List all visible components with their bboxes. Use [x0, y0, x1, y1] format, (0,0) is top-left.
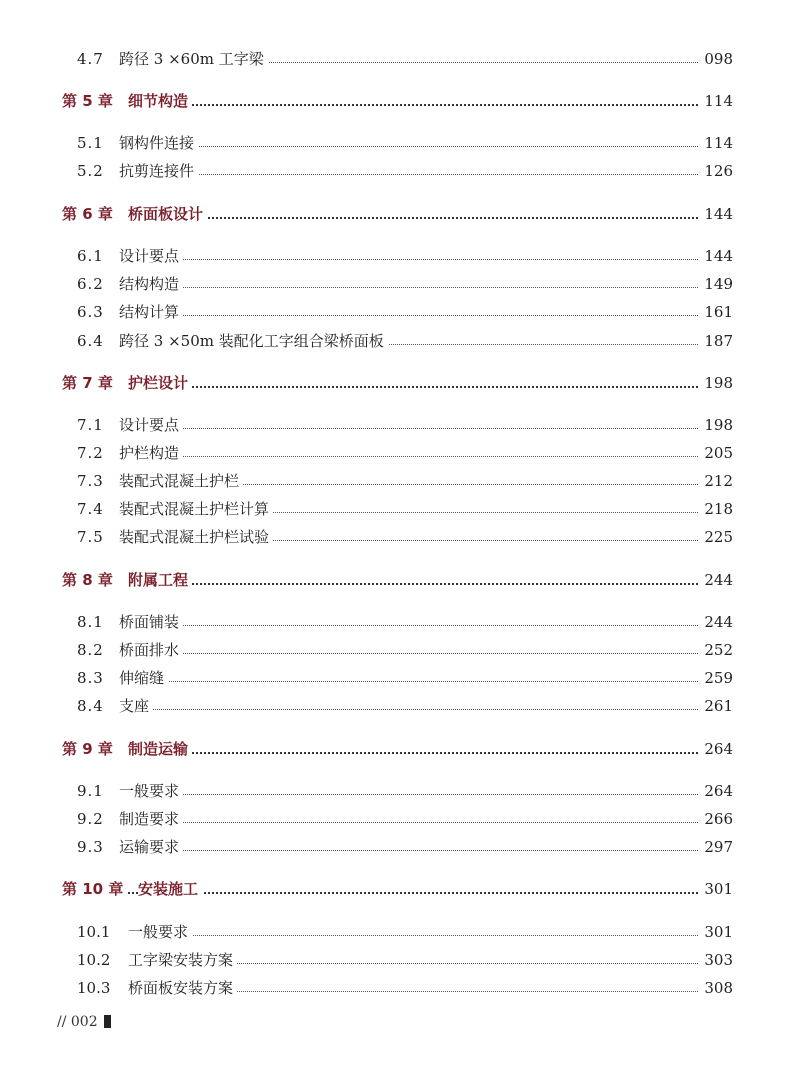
page-ref: 264	[698, 737, 733, 761]
dot-leader	[128, 217, 698, 219]
toc-section-row[interactable]	[0, 244, 790, 268]
page-ref: 259	[698, 666, 733, 690]
dot-leader	[119, 259, 698, 260]
dot-leader	[119, 822, 698, 823]
page-ref: 266	[698, 807, 733, 831]
section-number: 6.3	[77, 303, 104, 321]
chapter-title: 桥面板设计	[128, 202, 207, 226]
toc-chapter-row[interactable]	[0, 202, 790, 226]
chapter-number: 第 8 章	[62, 571, 113, 589]
section-number: 4.7	[77, 50, 104, 68]
page-ref: 244	[698, 568, 733, 592]
page-ref: 126	[698, 159, 733, 183]
section-title: 结构计算	[119, 300, 183, 324]
section-number: 7.5	[77, 528, 104, 546]
toc-section-row[interactable]	[0, 835, 790, 859]
section-title: 设计要点	[119, 413, 183, 437]
chapter-title: 安装施工	[138, 877, 202, 901]
section-title: 一般要求	[128, 920, 192, 944]
toc-chapter-row[interactable]	[0, 89, 790, 113]
section-number: 9.2	[77, 810, 104, 828]
dot-leader	[119, 146, 698, 147]
page-footer	[57, 1014, 111, 1030]
dot-leader	[119, 709, 698, 710]
toc-section-row[interactable]	[0, 329, 790, 353]
page-ref: 264	[698, 779, 733, 803]
section-number: 9.3	[77, 838, 104, 856]
page-ref: 244	[698, 610, 733, 634]
section-title: 结构构造	[119, 272, 183, 296]
page-ref: 144	[698, 202, 733, 226]
dot-leader	[128, 892, 698, 894]
section-title: 支座	[119, 694, 153, 718]
toc-section-row[interactable]	[0, 469, 790, 493]
chapter-number: 第 7 章	[62, 374, 113, 392]
section-title: 跨径 3 ×60m 工字梁	[119, 47, 268, 71]
dot-leader	[128, 386, 698, 388]
dot-leader	[128, 104, 698, 106]
section-title: 制造要求	[119, 807, 183, 831]
section-title: 跨径 3 ×50m 装配化工字组合梁桥面板	[119, 329, 388, 353]
section-title: 一般要求	[119, 779, 183, 803]
section-number: 8.2	[77, 641, 104, 659]
toc-section-row[interactable]	[0, 159, 790, 183]
dot-leader	[119, 428, 698, 429]
page-ref: 198	[698, 371, 733, 395]
dot-leader	[119, 850, 698, 851]
toc-section-row[interactable]	[0, 807, 790, 831]
section-number: 9.1	[77, 782, 104, 800]
page-ref: 225	[698, 525, 733, 549]
section-number: 10.1	[77, 923, 111, 941]
section-title: 桥面排水	[119, 638, 183, 662]
chapter-number: 第 6 章	[62, 205, 113, 223]
page-ref: 261	[698, 694, 733, 718]
toc-section-row[interactable]	[0, 666, 790, 690]
toc-section-row[interactable]	[0, 300, 790, 324]
section-number: 7.2	[77, 444, 104, 462]
page-ref: 297	[698, 835, 733, 859]
page-ref: 161	[698, 300, 733, 324]
section-number: 7.1	[77, 416, 104, 434]
page-ref: 144	[698, 244, 733, 268]
chapter-number: 第 5 章	[62, 92, 113, 110]
toc-section-row[interactable]	[0, 779, 790, 803]
toc-section-row[interactable]	[0, 272, 790, 296]
toc-chapter-row[interactable]	[0, 371, 790, 395]
section-title: 抗剪连接件	[119, 159, 198, 183]
section-title: 设计要点	[119, 244, 183, 268]
section-number: 7.3	[77, 472, 104, 490]
section-number: 5.2	[77, 162, 104, 180]
section-number: 7.4	[77, 500, 104, 518]
chapter-title: 细节构造	[128, 89, 192, 113]
toc-section-row[interactable]	[0, 131, 790, 155]
footer-mark	[104, 1015, 111, 1028]
toc-section-row[interactable]	[0, 413, 790, 437]
page-number: // 002	[57, 1014, 98, 1030]
toc-section-row[interactable]	[0, 47, 790, 71]
dot-leader	[119, 794, 698, 795]
toc-section-row[interactable]	[0, 920, 790, 944]
dot-leader	[128, 583, 698, 585]
chapter-title: 制造运输	[128, 737, 192, 761]
page-ref: 252	[698, 638, 733, 662]
toc-chapter-row[interactable]	[0, 877, 790, 901]
chapter-number: 第 9 章	[62, 740, 113, 758]
section-number: 5.1	[77, 134, 104, 152]
toc-chapter-row[interactable]	[0, 568, 790, 592]
page-ref: 303	[698, 948, 733, 972]
chapter-title: 护栏设计	[128, 371, 192, 395]
section-title: 装配式混凝土护栏试验	[119, 525, 273, 549]
chapter-number: 第 10 章	[62, 880, 124, 898]
section-title: 装配式混凝土护栏	[119, 469, 243, 493]
toc-chapter-row[interactable]	[0, 737, 790, 761]
dot-leader	[119, 681, 698, 682]
section-number: 6.2	[77, 275, 104, 293]
dot-leader	[128, 935, 698, 936]
dot-leader	[119, 174, 698, 175]
section-title: 工字梁安装方案	[128, 948, 237, 972]
section-title: 运输要求	[119, 835, 183, 859]
toc-section-row[interactable]	[0, 976, 790, 1000]
toc-section-row[interactable]	[0, 694, 790, 718]
page-ref: 149	[698, 272, 733, 296]
toc-section-row[interactable]	[0, 441, 790, 465]
page-ref: 098	[698, 47, 733, 71]
dot-leader	[128, 752, 698, 754]
toc-section-row[interactable]	[0, 948, 790, 972]
page-ref: 308	[698, 976, 733, 1000]
page-ref: 205	[698, 441, 733, 465]
page-ref: 114	[698, 131, 733, 155]
toc-section-row[interactable]	[0, 525, 790, 549]
section-title: 伸缩缝	[119, 666, 168, 690]
page-ref: 198	[698, 413, 733, 437]
page-ref: 301	[698, 877, 733, 901]
page-ref: 218	[698, 497, 733, 521]
dot-leader	[119, 625, 698, 626]
page-ref: 114	[698, 89, 733, 113]
section-number: 6.4	[77, 332, 104, 350]
section-title: 桥面板安装方案	[128, 976, 237, 1000]
section-number: 8.1	[77, 613, 104, 631]
section-title: 钢构件连接	[119, 131, 198, 155]
chapter-title: 附属工程	[128, 568, 192, 592]
page-ref: 301	[698, 920, 733, 944]
dot-leader	[119, 456, 698, 457]
page-ref: 212	[698, 469, 733, 493]
page-ref: 187	[698, 329, 733, 353]
section-title: 桥面铺装	[119, 610, 183, 634]
section-title: 装配式混凝土护栏计算	[119, 497, 273, 521]
dot-leader	[119, 653, 698, 654]
dot-leader	[119, 315, 698, 316]
toc-section-row[interactable]	[0, 638, 790, 662]
section-number: 6.1	[77, 247, 104, 265]
dot-leader	[119, 287, 698, 288]
toc-section-row[interactable]	[0, 610, 790, 634]
section-title: 护栏构造	[119, 441, 183, 465]
toc-section-row[interactable]	[0, 497, 790, 521]
section-number: 8.3	[77, 669, 104, 687]
section-number: 10.3	[77, 979, 111, 997]
section-number: 10.2	[77, 951, 111, 969]
section-number: 8.4	[77, 697, 104, 715]
